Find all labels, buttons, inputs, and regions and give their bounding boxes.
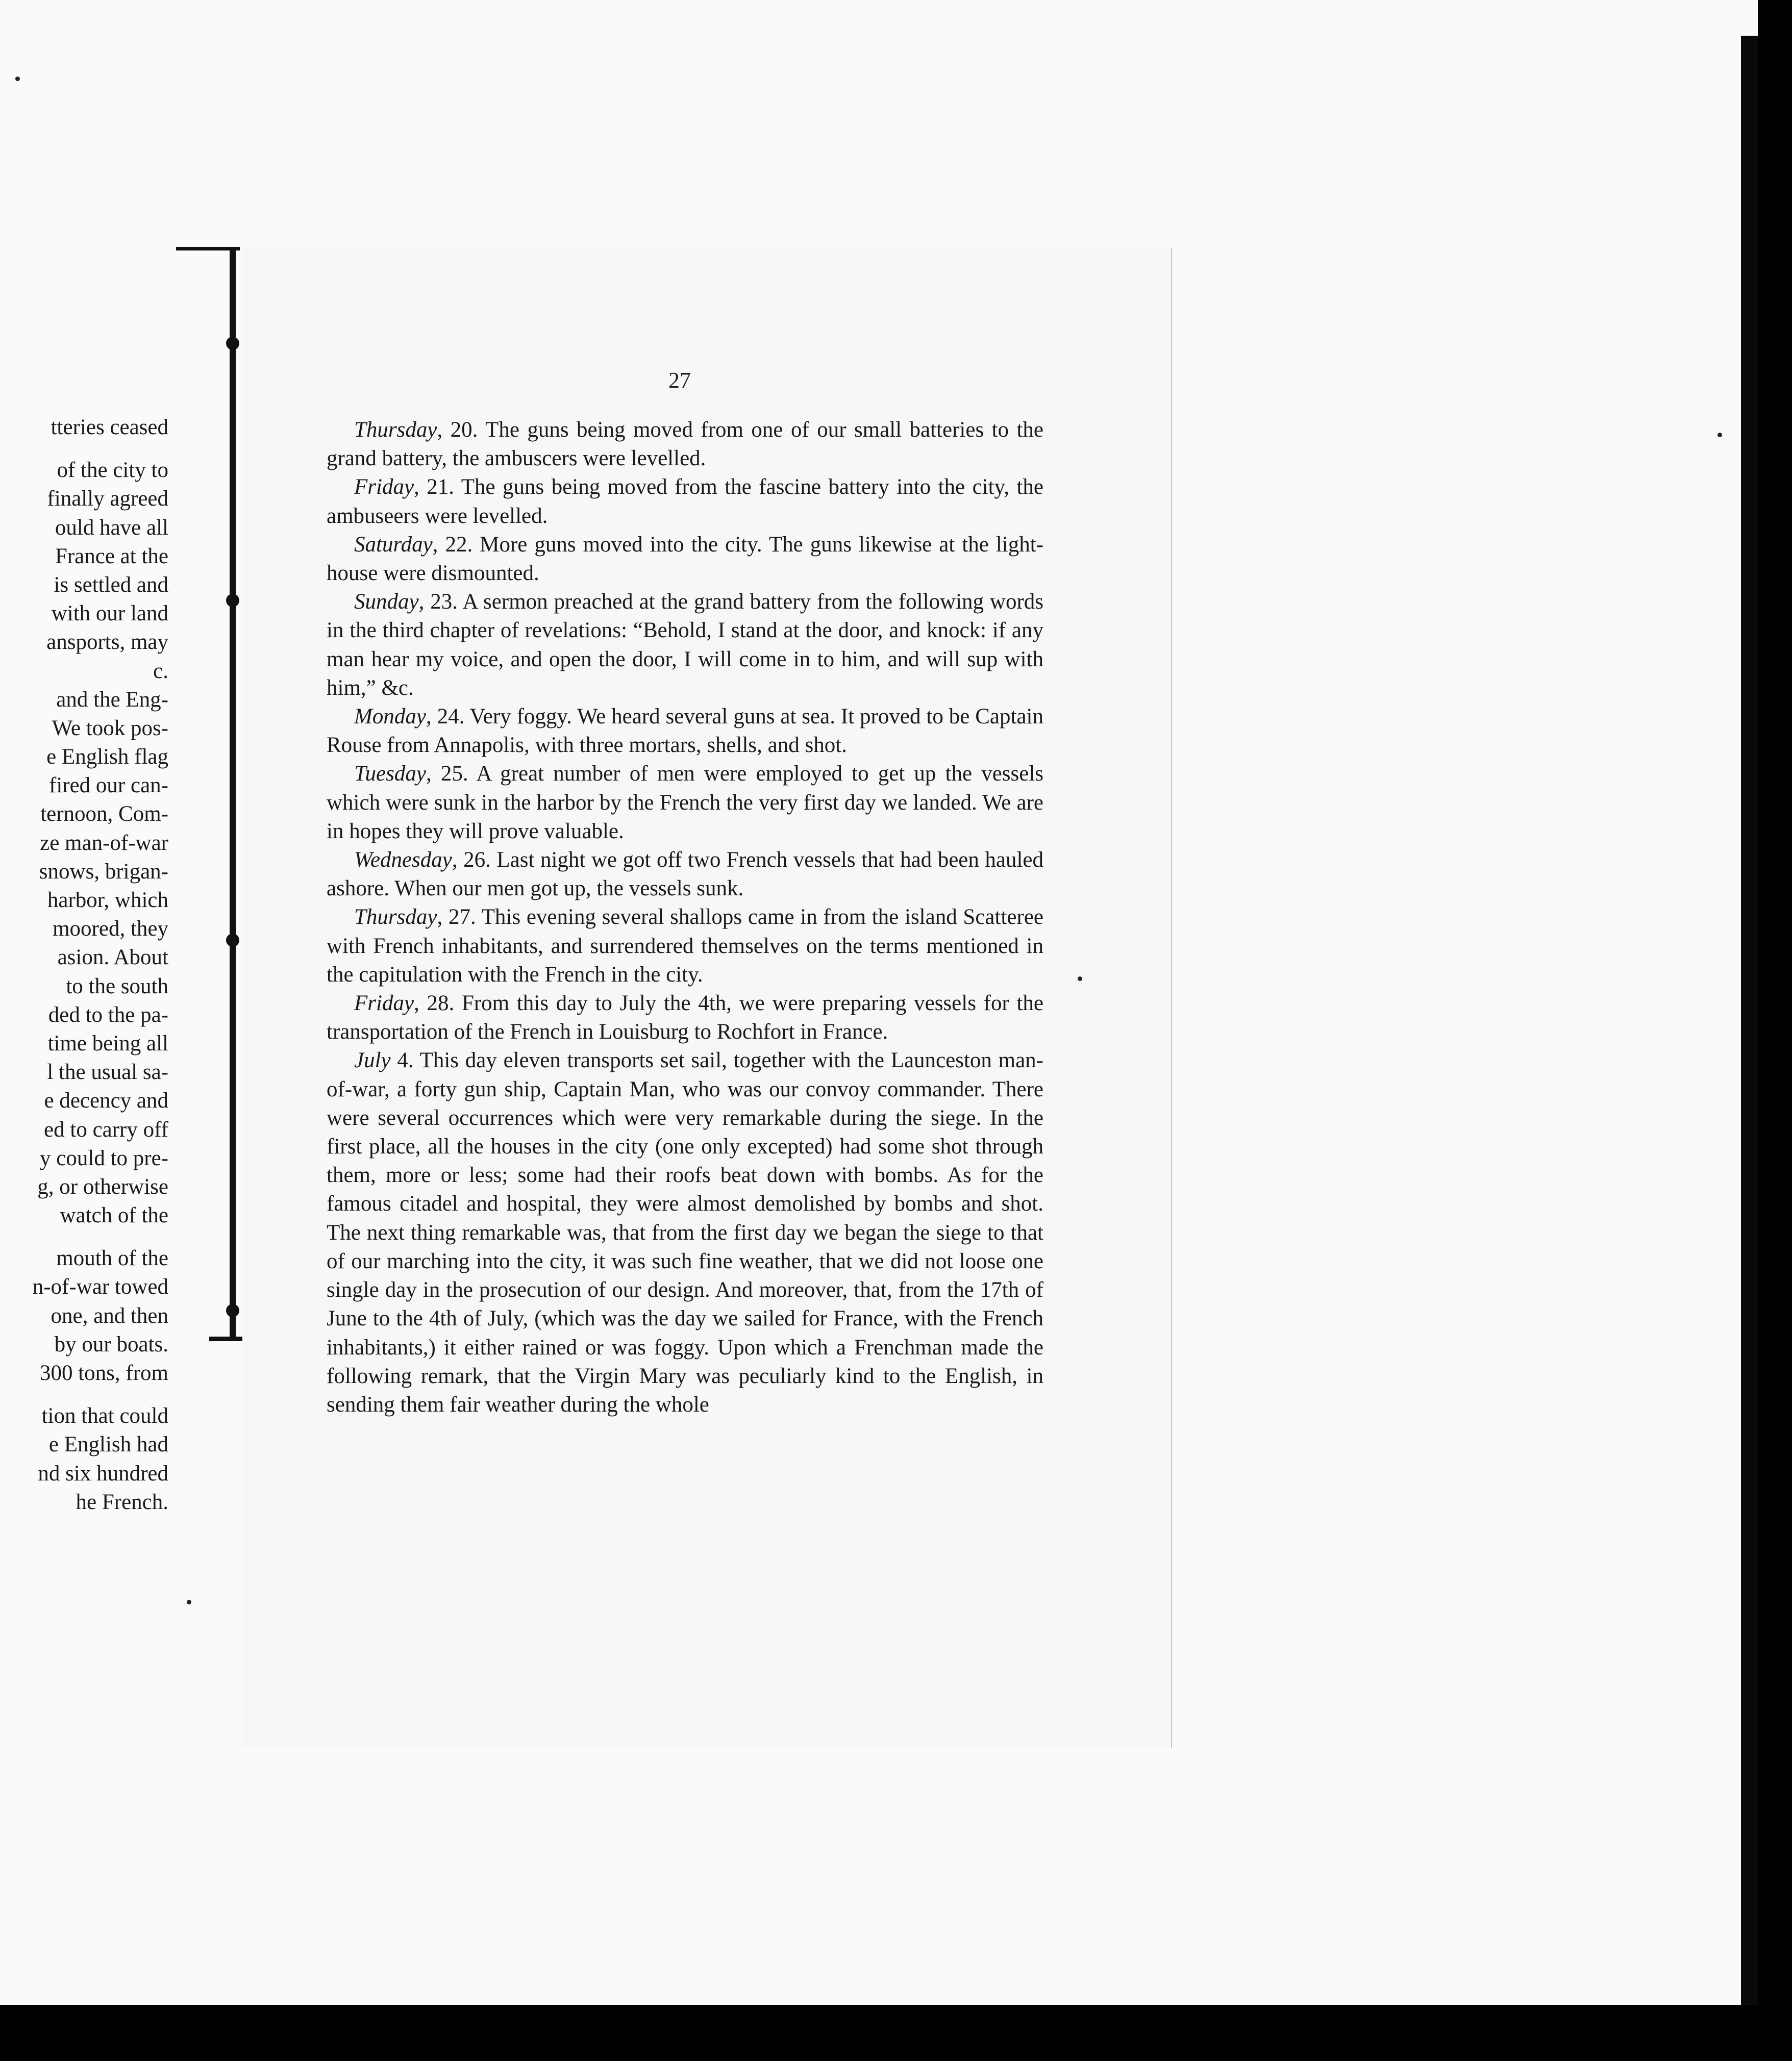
left-fragment-line: ze man-of-war bbox=[40, 831, 168, 855]
gutter-mark bbox=[226, 337, 239, 350]
diary-entry: Thursday, 20. The guns being moved from one of our small batteries to the grand battery, the ambuscers were levelled. bbox=[327, 418, 1044, 471]
left-fragment-line: of the city to bbox=[57, 458, 168, 483]
entry-date: 4. bbox=[397, 1048, 414, 1073]
diary-entry: Wednesday, 26. Last night we got off two French vessels that had been hauled ashore. When our men got up, the vessels sunk. bbox=[327, 848, 1044, 901]
entry-date: 20. bbox=[450, 418, 478, 442]
speck bbox=[1078, 976, 1082, 981]
left-fragment-line: e decency and bbox=[44, 1089, 168, 1113]
entry-day: Friday bbox=[354, 475, 414, 499]
entry-text: This day eleven transports set sail, together with the Launceston man-of-war, a forty gun ship, Captain Man, who was our convoy commander. There were several occurrences which were very remarkable during the siege. In the first place, all the houses in the city (one only excepted) had some shot through them, more or less; some had their roofs beat down with bombs. As for the famous citadel and hospital, they were almost demolished by bombs and shot. The next thing remarkable was, that from the first day we began the siege to that of our marching into the city, it was such fine weather, that we did not loose one single day in the prosecution of our design. And moreover, that, from the 17th of June to the 4th of July, (which was the day we sailed for France, with the French inhabitants,) it either rained or was foggy. Upon which a Frenchman made the following remark, that the Virgin Mary was peculiarly kind to the English, in sending them fair weather during the whole bbox=[327, 1048, 1043, 1417]
left-fragment-line bbox=[0, 1388, 168, 1402]
entry-date: 21. bbox=[427, 475, 455, 499]
gutter-mark bbox=[226, 1304, 239, 1317]
diary-entry: Thursday, 27. This evening several shallops came in from the island Scatteree with French inhabitants, and surrendered themselves on the terms mentioned in the capitulation with the French in the city. bbox=[327, 905, 1043, 987]
left-fragment-line: fired our can- bbox=[49, 773, 168, 798]
left-fragment-line: ould have all bbox=[55, 515, 168, 540]
left-fragment-line: ed to carry off bbox=[44, 1117, 168, 1142]
entry-day: Monday bbox=[354, 705, 426, 729]
left-fragment-line: harbor, which bbox=[47, 888, 168, 912]
diary-entry: Friday, 21. The guns being moved from the fascine battery into the city, the ambuseers were levelled. bbox=[327, 475, 1044, 528]
gutter-mark bbox=[226, 594, 239, 607]
left-fragment-line: We took pos- bbox=[52, 716, 168, 740]
speck bbox=[187, 1600, 191, 1604]
speck bbox=[15, 77, 20, 81]
scan-border-right bbox=[1741, 36, 1758, 2005]
diary-entry: Sunday, 23. A sermon preached at the grand battery from the following words in the third chapter of revelations: “Behold, I stand at the door, and knock: if any man hear my voice, and open the door, I will come in to him, and will sup with him,” &c. bbox=[327, 590, 1044, 700]
entry-date: 26. bbox=[463, 848, 491, 872]
entry-date: 24. bbox=[437, 705, 465, 729]
page-number: 27 bbox=[668, 368, 691, 393]
left-fragment-line: finally agreed bbox=[47, 487, 168, 511]
left-fragment-line: ansports, may bbox=[46, 630, 168, 655]
left-fragment-line: time being all bbox=[47, 1031, 168, 1055]
entry-date: 27. bbox=[448, 905, 476, 929]
entry-date: 25. bbox=[440, 762, 468, 786]
entry-day: Saturday bbox=[354, 532, 433, 557]
entry-day: Tuesday bbox=[354, 762, 426, 786]
speck bbox=[1718, 433, 1722, 437]
left-fragment-line: he French. bbox=[76, 1490, 168, 1514]
left-fragment-line: tion that could bbox=[41, 1404, 168, 1428]
entry-text: From this day to July the 4th, we were preparing vessels for the transportation of the French in Louisburg to Rochfort in France. bbox=[327, 991, 1044, 1044]
left-fragment-line: is settled and bbox=[54, 572, 168, 597]
entry-day: Sunday bbox=[354, 590, 419, 614]
left-fragment-line: to the south bbox=[66, 974, 168, 998]
left-fragment-line: by our boats. bbox=[54, 1332, 168, 1356]
entry-day: Thursday bbox=[354, 905, 437, 929]
diary-entry: Saturday, 22. More guns moved into the city. The guns likewise at the light-house were dismounted. bbox=[327, 532, 1044, 586]
left-fragment-line: one, and then bbox=[51, 1303, 168, 1328]
entry-day: Thursday bbox=[354, 418, 437, 442]
diary-entry: Tuesday, 25. A great number of men were employed to get up the vessels which were sunk in the harbor by the French the very first day we landed. We are in hopes they will prove valuable. bbox=[327, 762, 1044, 843]
left-fragment-line: asion. About bbox=[57, 945, 168, 970]
left-fragment-line: e English had bbox=[48, 1432, 168, 1457]
left-fragment-line: mouth of the bbox=[56, 1246, 168, 1271]
entry-day: Friday bbox=[354, 991, 414, 1016]
entry-text: This evening several shallops came in from the island Scatteree with French inhabitants, and surrendered themselves on the terms mentioned in the capitulation with the French in the city. bbox=[327, 905, 1043, 987]
entry-day: July bbox=[354, 1048, 391, 1073]
entry-text: A great number of men were employed to get up the vessels which were sunk in the harbor by the French the very first day we landed. We are in hopes they will prove valuable. bbox=[327, 762, 1044, 843]
left-fragment-line: e English flag bbox=[46, 745, 168, 769]
left-fragment-line: l the usual sa- bbox=[47, 1060, 168, 1085]
gutter-mark bbox=[226, 934, 239, 947]
binding-gutter-line bbox=[230, 248, 236, 1340]
entry-text: Last night we got off two French vessels that had been hauled ashore. When our men got up, the vessels sunk. bbox=[327, 848, 1044, 901]
entry-date: 22. bbox=[445, 532, 473, 557]
diary-entry: Friday, 28. From this day to July the 4th, we were preparing vessels for the transportation of the French in Louisburg to Rochfort in France. bbox=[327, 991, 1044, 1044]
left-fragment-line: n-of-war towed bbox=[32, 1275, 168, 1299]
left-fragment-line: with our land bbox=[51, 601, 168, 626]
left-fragment-line: 300 tons, from bbox=[39, 1361, 168, 1385]
diary-entry bbox=[327, 1046, 1043, 1419]
left-fragment-line: nd six hundred bbox=[38, 1461, 168, 1486]
left-fragment-line: g, or otherwise bbox=[37, 1174, 168, 1199]
journal-text bbox=[327, 416, 1043, 1419]
entry-text: Very foggy. We heard several guns at sea. It proved to be Captain Rouse from Annapolis, with three mortars, shells, and shot. bbox=[327, 705, 1043, 758]
entry-day: Wednesday bbox=[354, 848, 452, 872]
left-fragment-line: and the Eng- bbox=[56, 687, 168, 712]
left-fragment-line: France at the bbox=[55, 544, 168, 568]
diary-entry: Monday, 24. Very foggy. We heard several guns at sea. It proved to be Captain Rouse from Annapolis, with three mortars, shells, and shot. bbox=[327, 705, 1043, 758]
left-fragment-line bbox=[0, 442, 168, 456]
left-fragment-line: watch of the bbox=[60, 1203, 168, 1228]
left-fragment-line: y could to pre- bbox=[40, 1146, 168, 1170]
entry-text: More guns moved into the city. The guns likewise at the light-house were dismounted. bbox=[327, 532, 1044, 586]
entry-date: 28. bbox=[427, 991, 455, 1016]
left-fragment-line: c. bbox=[153, 659, 168, 683]
left-fragment-line: moored, they bbox=[53, 917, 168, 941]
left-page-fragment bbox=[0, 413, 168, 1517]
entry-text: The guns being moved from one of our small batteries to the grand battery, the ambuscers were levelled. bbox=[327, 418, 1044, 471]
entry-text: A sermon preached at the grand battery from the following words in the third chapter of revelations: “Behold, I stand at the door, and knock: if any man hear my voice, and open the door, I will come in to him, and will sup with him,” &c. bbox=[327, 590, 1044, 700]
entry-date: 23. bbox=[430, 590, 458, 614]
left-fragment-line bbox=[0, 1230, 168, 1244]
left-fragment-line: snows, brigan- bbox=[39, 859, 168, 884]
entry-text: The guns being moved from the fascine battery into the city, the ambuseers were levelled. bbox=[327, 475, 1044, 528]
left-fragment-line: ded to the pa- bbox=[48, 1002, 168, 1027]
left-fragment-line: ternoon, Com- bbox=[40, 802, 168, 826]
left-fragment-line: tteries ceased bbox=[51, 415, 168, 439]
